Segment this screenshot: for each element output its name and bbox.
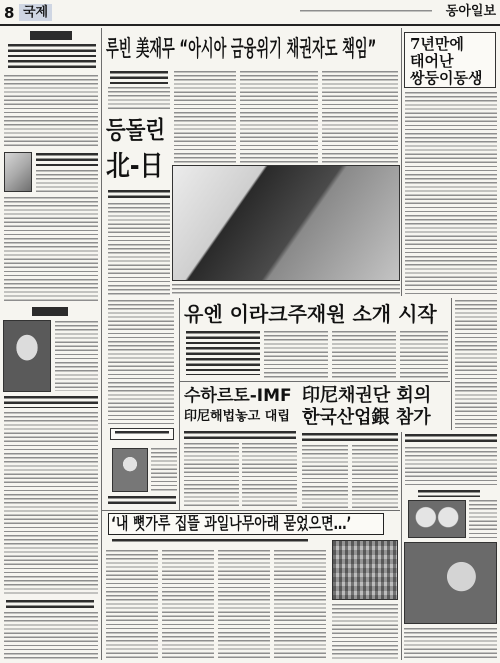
page-number: 8 [4, 4, 15, 22]
body-text [322, 71, 398, 163]
section-label: 국제 [19, 4, 52, 21]
headline-suharto-imf-line1: 수하르토-IMF [184, 386, 292, 406]
body-text [264, 331, 328, 378]
body-text [405, 92, 497, 296]
headline-ashes-text: ‘내 뼛가루 집뜰 과일나무아래 묻었으면…’ [111, 515, 352, 534]
subhead [112, 539, 308, 544]
headline-iraq: 유엔 이라크주재원 소개 시작 [184, 302, 437, 326]
body-text [162, 550, 214, 660]
headline-north-japan-text1: 등돌린 [106, 116, 166, 144]
portrait-photo-man [3, 320, 51, 392]
subhead [184, 431, 296, 439]
headline-creditors-line1: 印尼채권단 회의 [302, 385, 432, 406]
twins-headline-line3: 쌍둥이동생 [410, 70, 483, 87]
body-text [106, 550, 158, 660]
subhead [36, 153, 98, 167]
body-text [405, 447, 497, 487]
column-divider-right-bottom [401, 432, 402, 660]
section-rule [180, 381, 450, 382]
body-text [4, 412, 98, 596]
body-text [242, 443, 297, 508]
body-text [108, 87, 170, 111]
headline-north-japan-line1 [106, 116, 170, 146]
crowd-photo [332, 540, 398, 600]
subhead [418, 490, 480, 497]
body-text [108, 203, 170, 296]
body-text [174, 71, 236, 163]
inset-photo [4, 152, 32, 192]
man-photo [404, 542, 497, 624]
headline-rubin [106, 36, 400, 66]
twins-headline-line1: 7년만에 [410, 36, 464, 53]
body-text [4, 75, 98, 149]
body-text [302, 445, 348, 508]
ship-photo [172, 165, 400, 281]
column-label-box [30, 31, 72, 40]
photo-caption [404, 628, 497, 658]
twins-headline-line2: 태어난 [410, 53, 454, 70]
headline-north-japan-text2: 北-日 [106, 150, 164, 182]
subhead [6, 600, 94, 608]
body-text [469, 500, 497, 538]
subhead [108, 190, 170, 199]
body-text [4, 197, 98, 303]
subhead [186, 331, 260, 375]
body-text [55, 321, 98, 391]
header-rule [0, 24, 500, 26]
body-text [218, 550, 270, 660]
photo-caption [4, 396, 98, 408]
headline-rubin-text: 루빈 美재무 “아시아 금융위기 채권자도 책임” [106, 37, 377, 62]
women-photo [408, 500, 466, 538]
subhead [302, 433, 398, 441]
column-divider-middle [179, 298, 180, 510]
column-kicker [8, 44, 96, 71]
photo-caption [172, 284, 400, 296]
headline-north-japan-line2 [106, 150, 170, 184]
body-text [36, 170, 98, 193]
column-divider-left [101, 28, 102, 660]
body-text [240, 71, 318, 163]
column-divider-right-strip [451, 298, 452, 430]
portrait-photo-small [112, 448, 148, 492]
date-line [300, 10, 432, 14]
column-label-box [32, 307, 68, 316]
body-text [332, 331, 396, 378]
photo-caption [332, 604, 398, 660]
boxed-label-text [115, 431, 169, 436]
section-rule [102, 510, 400, 511]
paper-name: 동아일보 [445, 4, 496, 19]
headline-ashes [111, 515, 381, 534]
body-text [352, 445, 398, 508]
body-text [151, 448, 177, 492]
body-text [108, 300, 174, 424]
body-text [274, 550, 326, 660]
column-divider-right-top [401, 28, 402, 296]
headline-suharto-imf-line2: 印尼해법놓고 대립 [184, 409, 290, 424]
body-text [4, 612, 98, 660]
photo-caption [108, 496, 176, 507]
subhead [405, 434, 497, 443]
headline-creditors-line2: 한국산업銀 참가 [302, 407, 431, 428]
body-text [184, 443, 239, 508]
body-text [455, 300, 497, 428]
subhead [110, 71, 168, 84]
body-text [400, 331, 448, 378]
